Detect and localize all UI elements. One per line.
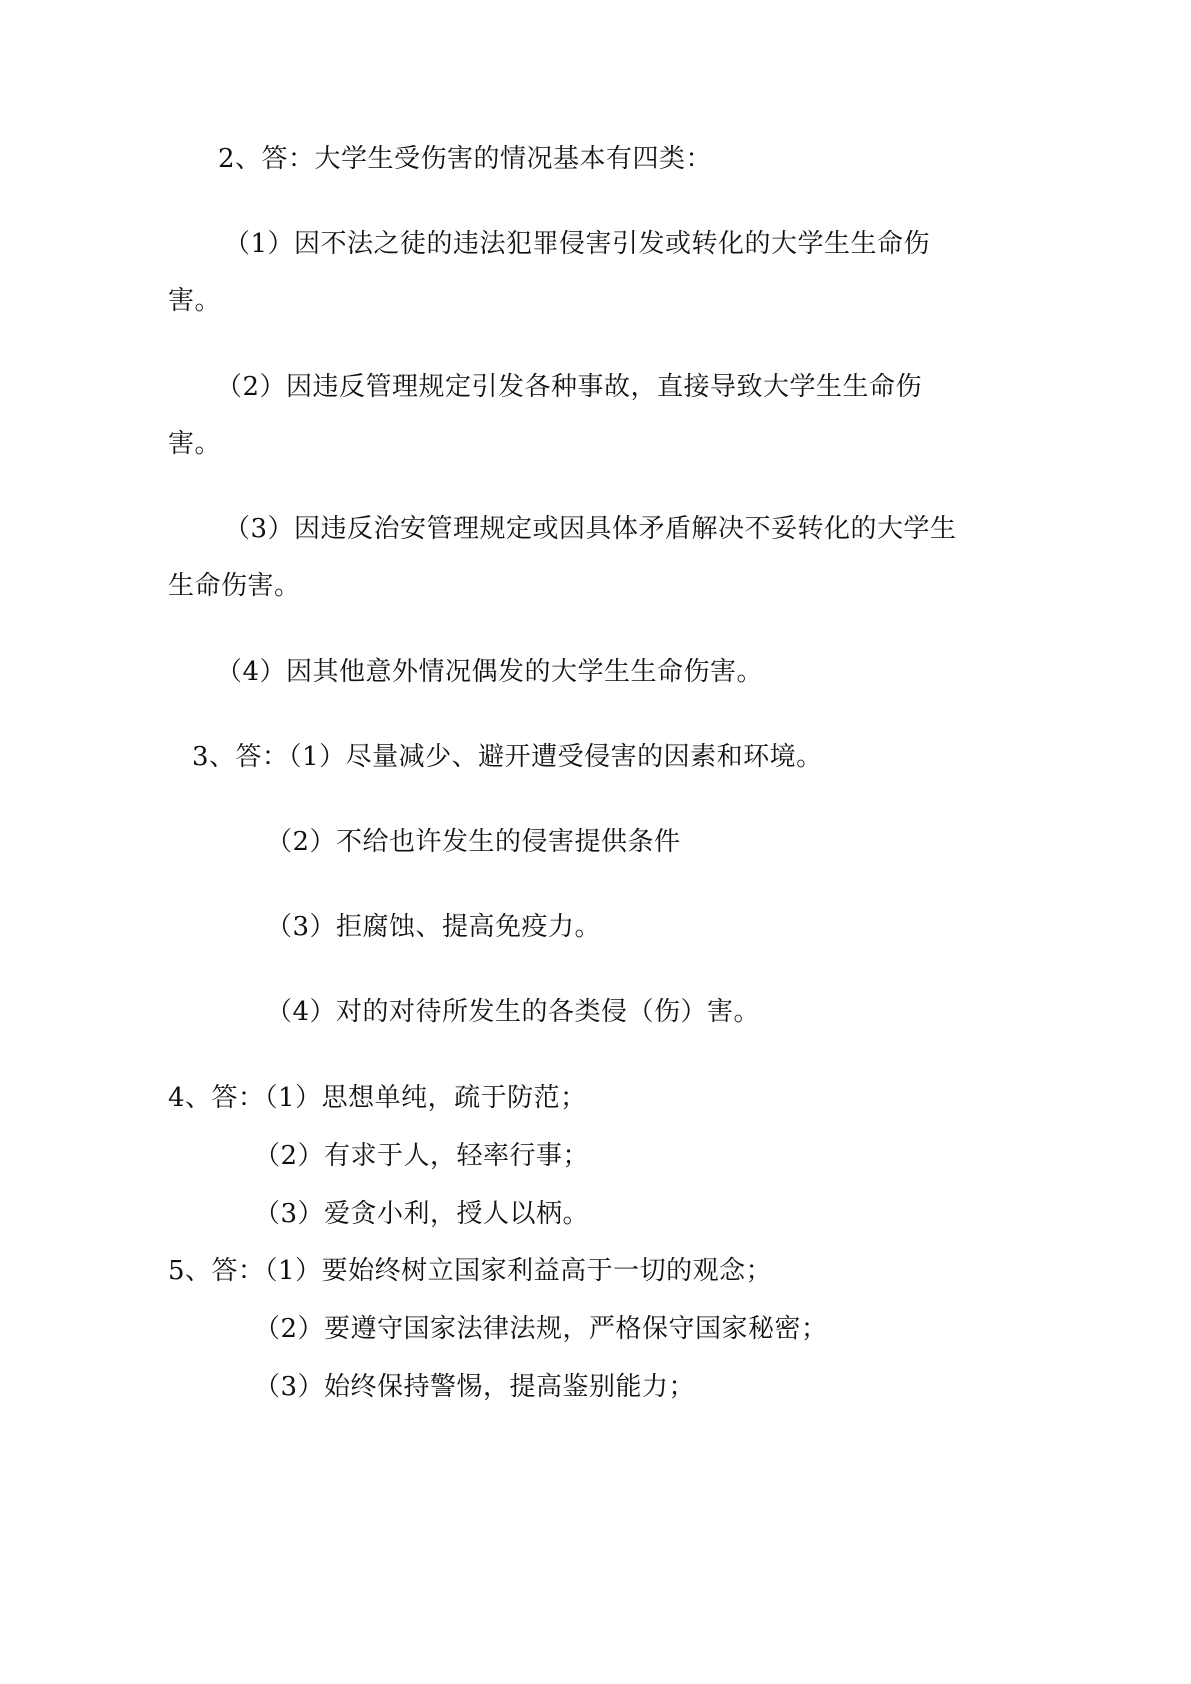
q5-heading: 5、答：（1）要始终树立国家利益高于一切的观念； [168,1256,773,1286]
q4-heading: 4、答：（1）思想单纯，疏于防范； [168,1083,587,1113]
q2-item3-line1: （3）因违反治安管理规定或因具体矛盾解决不妥转化的大学生 [224,514,957,544]
q2-item3-line2: 生命伤害。 [168,571,301,601]
q4-item3: （3）爱贪小利，授人以柄。 [254,1199,590,1229]
q5-item3: （3）始终保持警惕，提高鉴别能力； [254,1372,696,1402]
q2-heading: 2、答：大学生受伤害的情况基本有四类： [218,144,713,174]
q3-item2: （2）不给也许发生的侵害提供条件 [266,827,681,857]
q2-item2-line2: 害。 [168,429,222,459]
q2-item1-line2: 害。 [168,286,222,316]
q2-item4: （4）因其他意外情况偶发的大学生生命伤害。 [216,657,764,687]
q5-item2: （2）要遵守国家法律法规，严格保守国家秘密； [254,1314,828,1344]
q4-item2: （2）有求于人，轻率行事； [254,1141,590,1171]
q3-item4: （4）对的对待所发生的各类侵（伤）害。 [266,997,761,1027]
q2-item1-line1: （1）因不法之徒的违法犯罪侵害引发或转化的大学生生命伤 [224,229,931,259]
q2-item2-line1: （2）因违反管理规定引发各种事故，直接导致大学生生命伤 [216,372,923,402]
q3-heading: 3、答：（1）尽量减少、避开遭受侵害的因素和环境。 [192,742,823,772]
q3-item3: （3）拒腐蚀、提高免疫力。 [266,912,602,942]
